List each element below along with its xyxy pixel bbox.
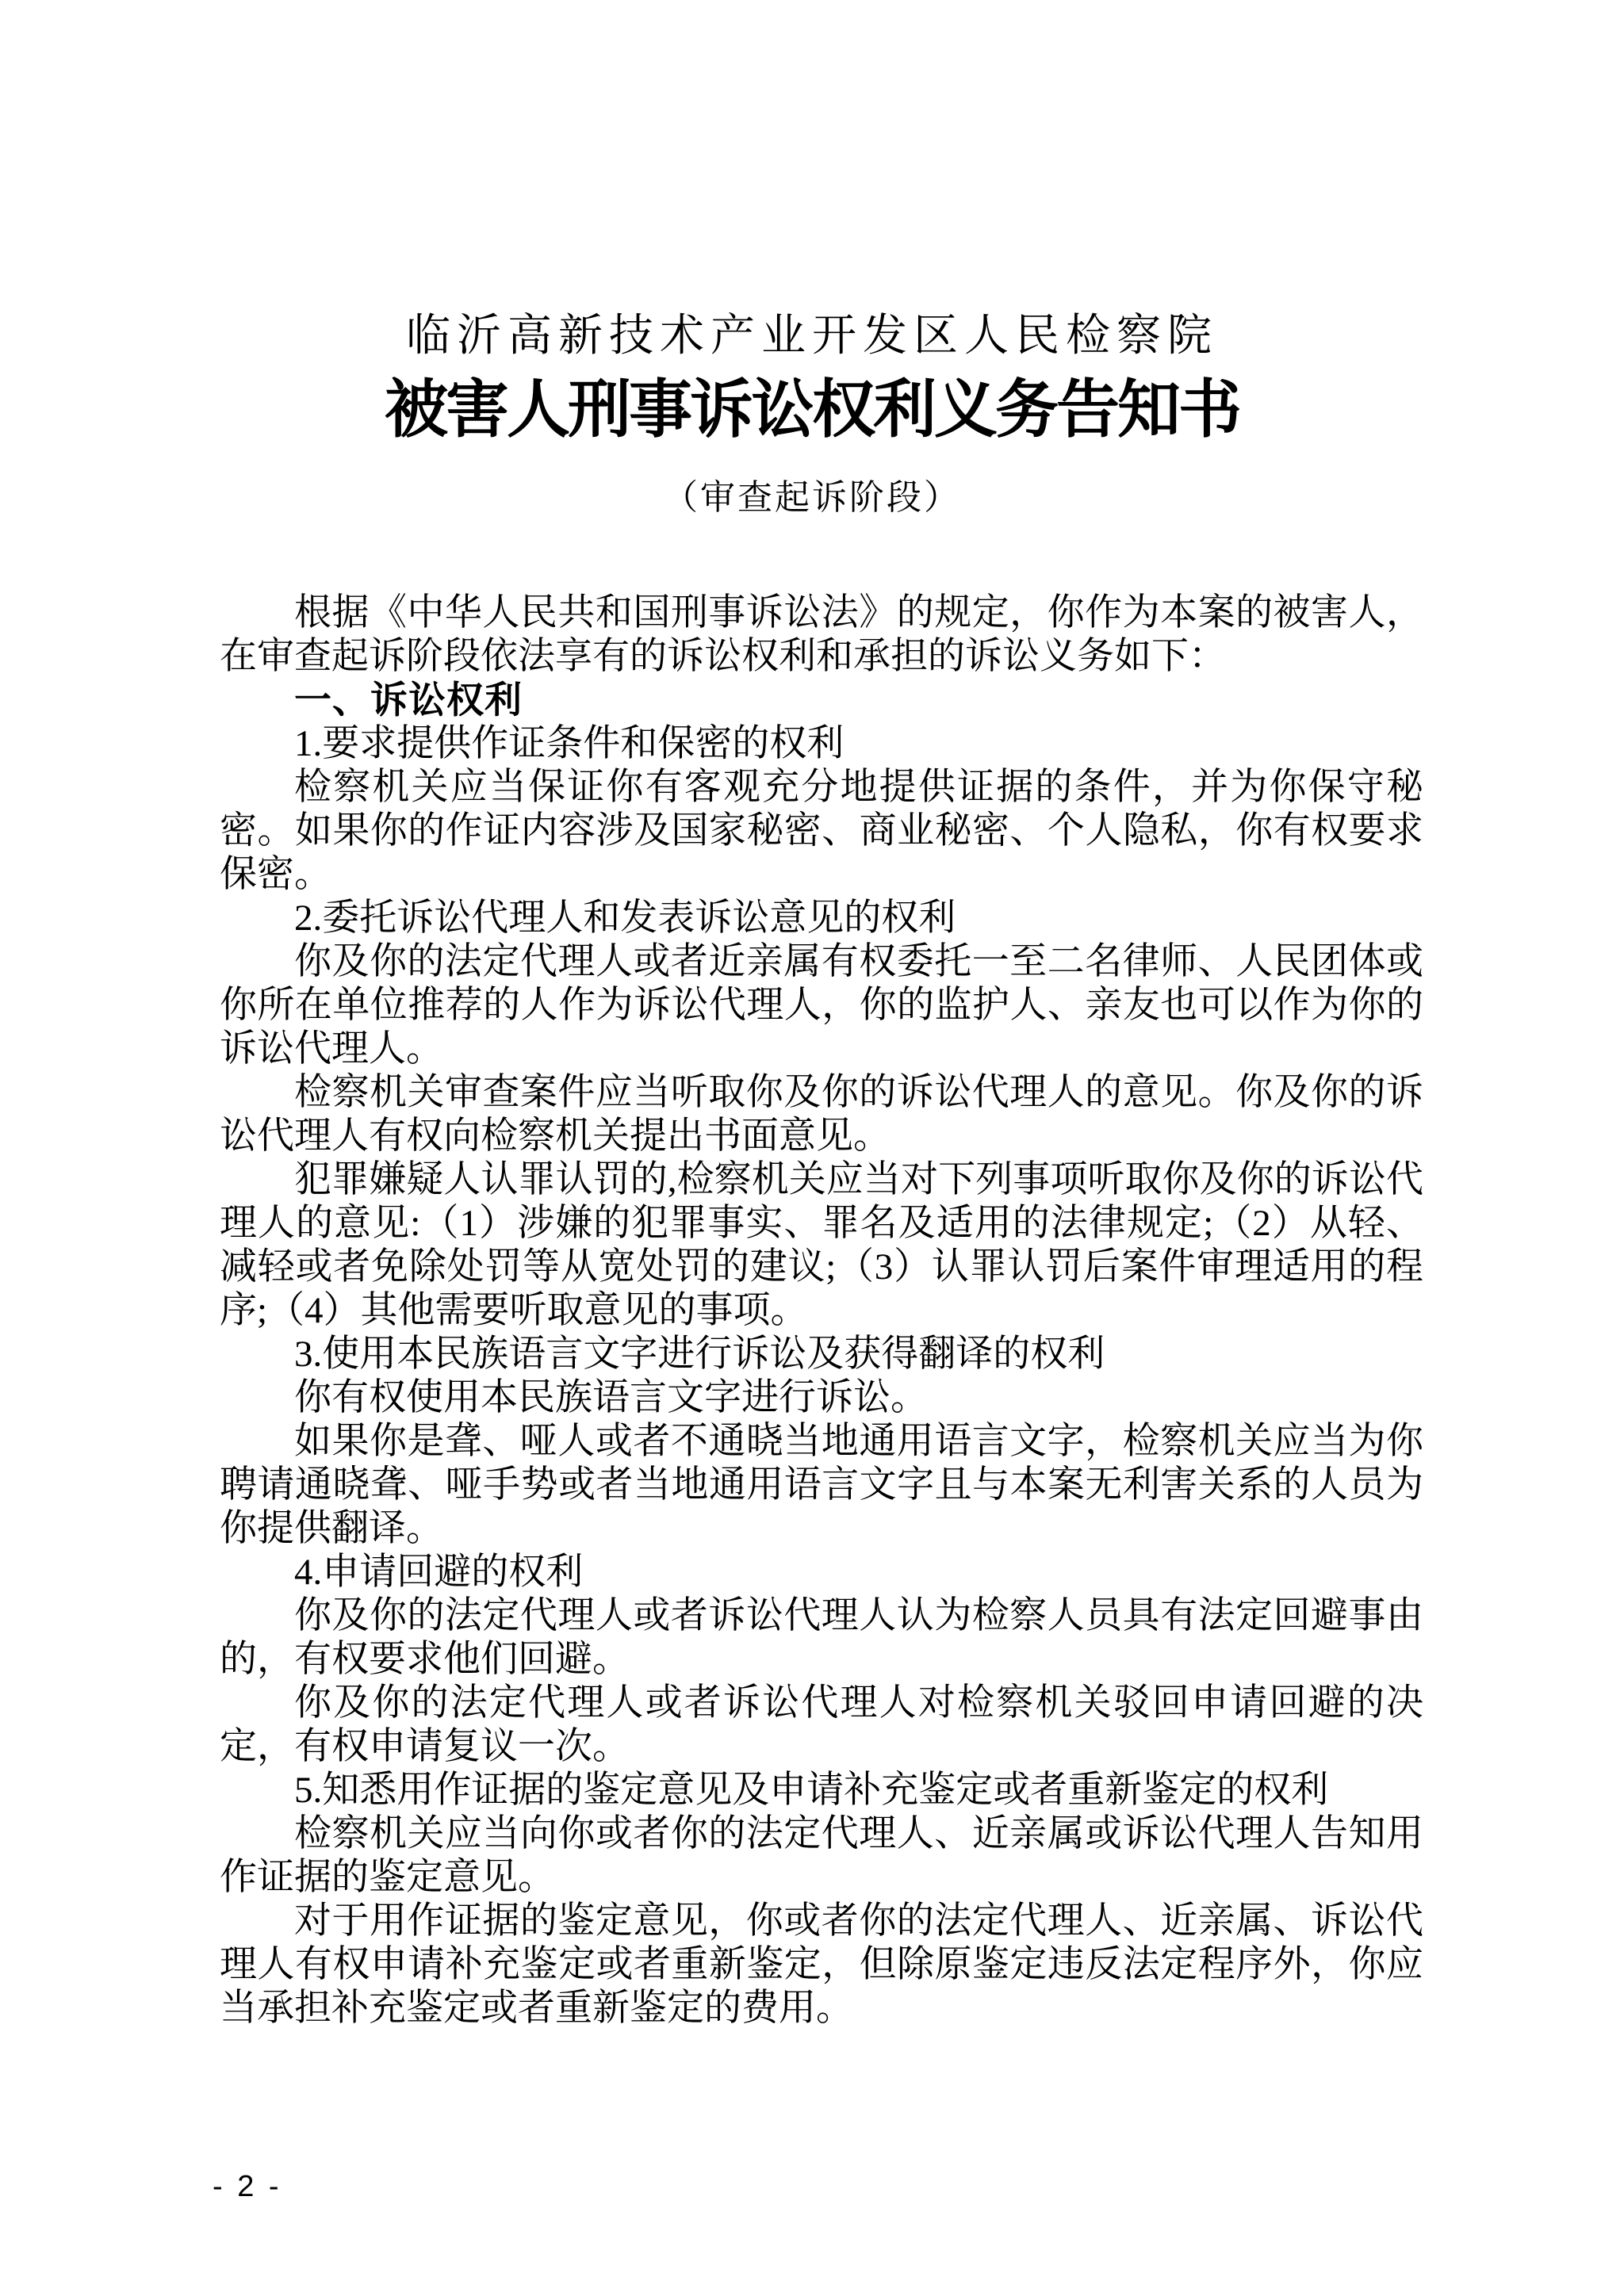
right-5-text-2: 对于用作证据的鉴定意见，你或者你的法定代理人、近亲属、诉讼代理人有权申请补充鉴定或者重新鉴定，但除原鉴定违反法定程序外，你应当承担补充鉴定或者重新鉴定的费用。 xyxy=(220,1900,1423,2029)
right-5-text-1: 检察机关应当向你或者你的法定代理人、近亲属或诉讼代理人告知用作证据的鉴定意见。 xyxy=(220,1813,1423,1898)
right-5-heading: 5.知悉用作证据的鉴定意见及申请补充鉴定或者重新鉴定的权利 xyxy=(294,1770,1329,1811)
right-2-text-1: 你及你的法定代理人或者近亲属有权委托一至二名律师、人民团体或你所在单位推荐的人作为诉讼代理人，你的监护人、亲友也可以作为你的诉讼代理人。 xyxy=(220,941,1423,1070)
right-1-heading: 1.要求提供作证条件和保密的权利 xyxy=(294,723,845,764)
section-heading-litigation-rights: 一、诉讼权利 xyxy=(294,679,523,722)
right-2-text-3: 犯罪嫌疑人认罪认罚的,检察机关应当对下列事项听取你及你的诉讼代理人的意见:（1）涉嫌的犯罪事实、罪名及适用的法律规定;（2）从轻、减轻或者免除处罚等从宽处罚的建议;（3）认罪认罚后案件审理适用的程序;（4）其他需要听取意见的事项。 xyxy=(220,1159,1423,1331)
right-1-text: 检察机关应当保证你有客观充分地提供证据的条件，并为你保守秘密。如果你的作证内容涉及国家秘密、商业秘密、个人隐私，你有权要求保密。 xyxy=(220,767,1423,895)
right-2-heading: 2.委托诉讼代理人和发表诉讼意见的权利 xyxy=(294,897,956,939)
right-4-heading: 4.申请回避的权利 xyxy=(294,1552,584,1593)
document-title: 被害人刑事诉讼权利义务告知书 xyxy=(385,376,1239,446)
right-3-heading: 3.使用本民族语言文字进行诉讼及获得翻译的权利 xyxy=(294,1334,1105,1375)
right-3-text-1: 你有权使用本民族语言文字进行诉讼。 xyxy=(294,1377,928,1418)
page-number: - 2 - xyxy=(213,2170,282,2203)
stage-subtitle: （审查起诉阶段） xyxy=(663,478,961,517)
right-2-text-2: 检察机关审查案件应当听取你及你的诉讼代理人的意见。你及你的诉讼代理人有权向检察机关提出书面意见。 xyxy=(220,1072,1423,1157)
document-header xyxy=(0,308,1624,519)
document-body xyxy=(220,591,1423,2030)
right-4-text-1: 你及你的法定代理人或者诉讼代理人认为检察人员具有法定回避事由的，有权要求他们回避。 xyxy=(220,1595,1423,1680)
intro-paragraph: 根据《中华人民共和国刑事诉讼法》的规定，你作为本案的被害人，在审查起诉阶段依法享有的诉讼权利和承担的诉讼义务如下： xyxy=(220,592,1423,677)
issuing-authority-title: 临沂高新技术产业开发区人民检察院 xyxy=(406,312,1218,361)
right-4-text-2: 你及你的法定代理人或者诉讼代理人对检察机关驳回申请回避的决定，有权申请复议一次。 xyxy=(220,1682,1423,1767)
right-3-text-2: 如果你是聋、哑人或者不通晓当地通用语言文字，检察机关应当为你聘请通晓聋、哑手势或者当地通用语言文字且与本案无利害关系的人员为你提供翻译。 xyxy=(220,1421,1423,1549)
